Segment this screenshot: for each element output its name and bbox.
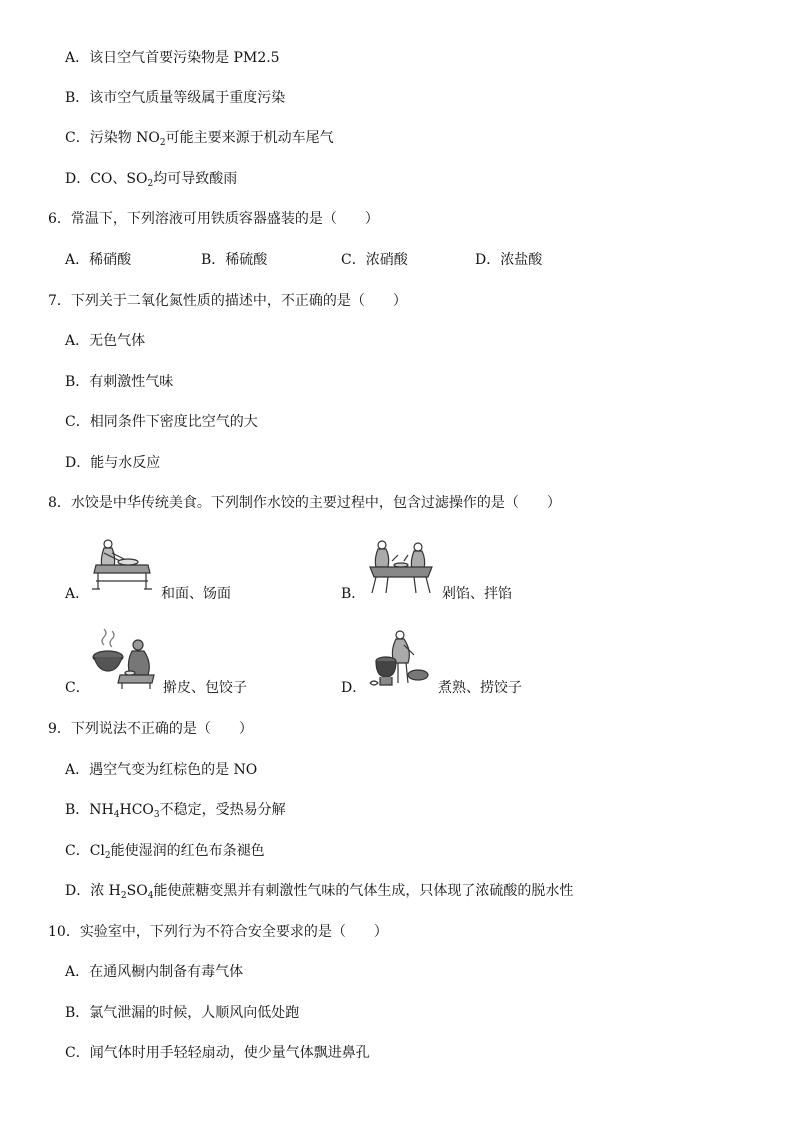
q6-option-c: C．浓硝酸 [341, 252, 408, 268]
q8-option-b-letter: B． [341, 586, 366, 602]
q10-option-b: B．氯气泄漏的时候，人顺风向低处跑 [65, 1005, 300, 1021]
q7-option-b: B．有刺激性气味 [65, 374, 174, 390]
q5-option-a: A．该日空气首要污染物是 PM2.5 [65, 50, 280, 66]
q6-stem: 6．常温下，下列溶液可用铁质容器盛装的是（ ） [48, 211, 379, 227]
q8-option-a-caption: 和面、饧面 [161, 586, 231, 602]
q10-stem: 10．实验室中，下列行为不符合安全要求的是（ ） [48, 924, 388, 940]
chopping-filling-illustration [368, 537, 434, 595]
q7-stem: 7．下列关于二氧化氮性质的描述中，不正确的是（ ） [48, 293, 407, 309]
q5-option-c: C．污染物 $NO_2$可能主要来源于机动车尾气 [65, 130, 334, 148]
q10-option-c: C．闻气体时用手轻轻扇动，使少量气体飘进鼻孔 [65, 1045, 370, 1061]
q9-option-c: C．$Cl_2$能使湿润的红色布条褪色 [65, 843, 265, 861]
q5-option-d: D．CO、$SO_2$均可导致酸雨 [65, 171, 238, 189]
q8-option-b-caption: 剁馅、拌馅 [442, 586, 512, 602]
q8-option-c-caption: 擀皮、包饺子 [163, 680, 247, 696]
q8-option-d-letter: D． [341, 680, 367, 696]
q9-option-b: B．$NH_4HCO_3$不稳定，受热易分解 [65, 802, 286, 820]
q8-option-a-letter: A． [65, 586, 90, 602]
q6-option-d: D．浓盐酸 [475, 252, 543, 268]
q8-option-d-caption: 煮熟、捞饺子 [438, 680, 522, 696]
q8-stem: 8．水饺是中华传统美食。下列制作水饺的主要过程中，包含过滤操作的是（ ） [48, 495, 561, 511]
q10-option-a: A．在通风橱内制备有毒气体 [65, 964, 244, 980]
q7-option-c: C．相同条件下密度比空气的大 [65, 414, 258, 430]
q9-option-a: A．遇空气变为红棕色的是 NO [65, 762, 258, 778]
q7-option-a: A．无色气体 [65, 333, 146, 349]
q5-option-b: B．该市空气质量等级属于重度污染 [65, 90, 286, 106]
q9-option-d: D．浓 $H_2SO_4$能使蔗糖变黑并有刺激性气味的气体生成，只体现了浓硫酸的脱水性 [65, 883, 574, 901]
kneading-dough-illustration [90, 537, 154, 595]
q7-option-d: D．能与水反应 [65, 455, 161, 471]
boiling-dumplings-illustration [368, 627, 432, 691]
q8-option-c-letter: C． [65, 680, 90, 696]
q6-option-a: A．稀硝酸 [65, 252, 132, 268]
q6-option-b: B．稀硫酸 [201, 252, 268, 268]
rolling-wrappers-illustration [90, 627, 156, 691]
q9-stem: 9．下列说法不正确的是（ ） [48, 721, 253, 737]
